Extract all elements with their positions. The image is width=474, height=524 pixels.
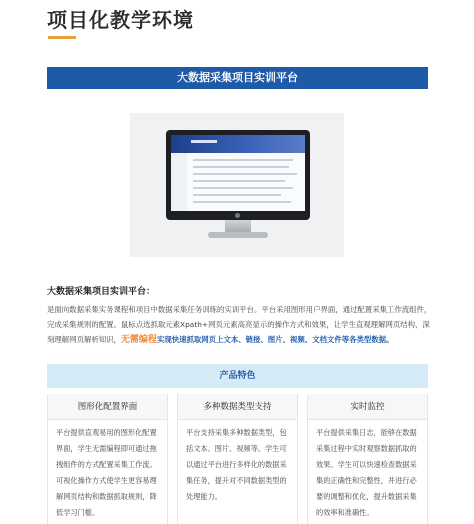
screen-row — [193, 201, 291, 203]
intro-heading: 大数据采集项目实训平台： — [47, 287, 156, 297]
feature-card-body: 平台支持采集多种数据类型，包括文本、图片、视频等。学生可以通过平台进行多样化的数据采集任务，提升对不同数据类型的处理能力。 — [186, 428, 287, 501]
screen-sidebar — [171, 153, 187, 211]
platform-banner: 大数据采集项目实训平台 — [47, 67, 428, 89]
apple-logo-icon — [235, 213, 240, 218]
monitor-stand-base — [208, 232, 268, 238]
feature-card-body: 平台提供采集日志，能够在数据采集过程中实时观察数据抓取的效果。学生可以快速检查数据采集的正确性和完整性，并进行必要的调整和优化，提升数据采集的效率和准确性。 — [316, 428, 417, 517]
screen-row — [193, 194, 281, 196]
no-code-highlight: 无需编程 — [120, 335, 157, 345]
monitor-stand-neck — [225, 220, 251, 232]
page-title: 项目化教学环境 — [47, 8, 194, 32]
screen-row — [193, 159, 293, 161]
feature-card-graphical-config — [47, 394, 168, 524]
screen-header — [171, 135, 305, 153]
feature-card-title: 多种数据类型支持 — [178, 394, 297, 420]
features-title-bar: 产品特色 — [47, 364, 428, 388]
intro-description — [47, 302, 432, 348]
feature-card-title: 图形化配置界面 — [48, 394, 167, 420]
screen-row — [193, 187, 293, 189]
title-underline — [48, 36, 76, 39]
feature-card-body: 平台提供直观易用的图形化配置界面，学生无需编程即可通过拖拽组件的方式配置采集工作流。可视化操作方式使学生更容易理解网页结构和数据抓取规则，降低学习门槛。 — [56, 428, 157, 517]
feature-card-title: 实时监控 — [308, 394, 427, 420]
screen-row — [193, 180, 285, 182]
monitor-bezel — [166, 130, 310, 220]
intro-desc-text: 是面向数据采集实务课程和项目中数据采集任务训练的实训平台。平台采用图形用户界面，通过配置采集工作流组件，完成采集规则的配置。鼠标点选抓取元素Xpath+网页元素高亮显示的操作方式和效果，让学生直观理解网页结构，深刻理解网页解析知识， — [47, 305, 432, 344]
feature-card-realtime-monitor — [307, 394, 428, 524]
screen-row — [193, 166, 289, 168]
screen-row — [193, 173, 297, 175]
monitor-screen — [171, 135, 305, 211]
feature-card-data-types — [177, 394, 298, 524]
capability-highlight: 实现快速抓取网页上文本、链接、图片、视频、文档文件等各类型数据。 — [156, 335, 394, 344]
monitor-panel — [130, 113, 344, 257]
screen-header-label — [191, 140, 217, 143]
